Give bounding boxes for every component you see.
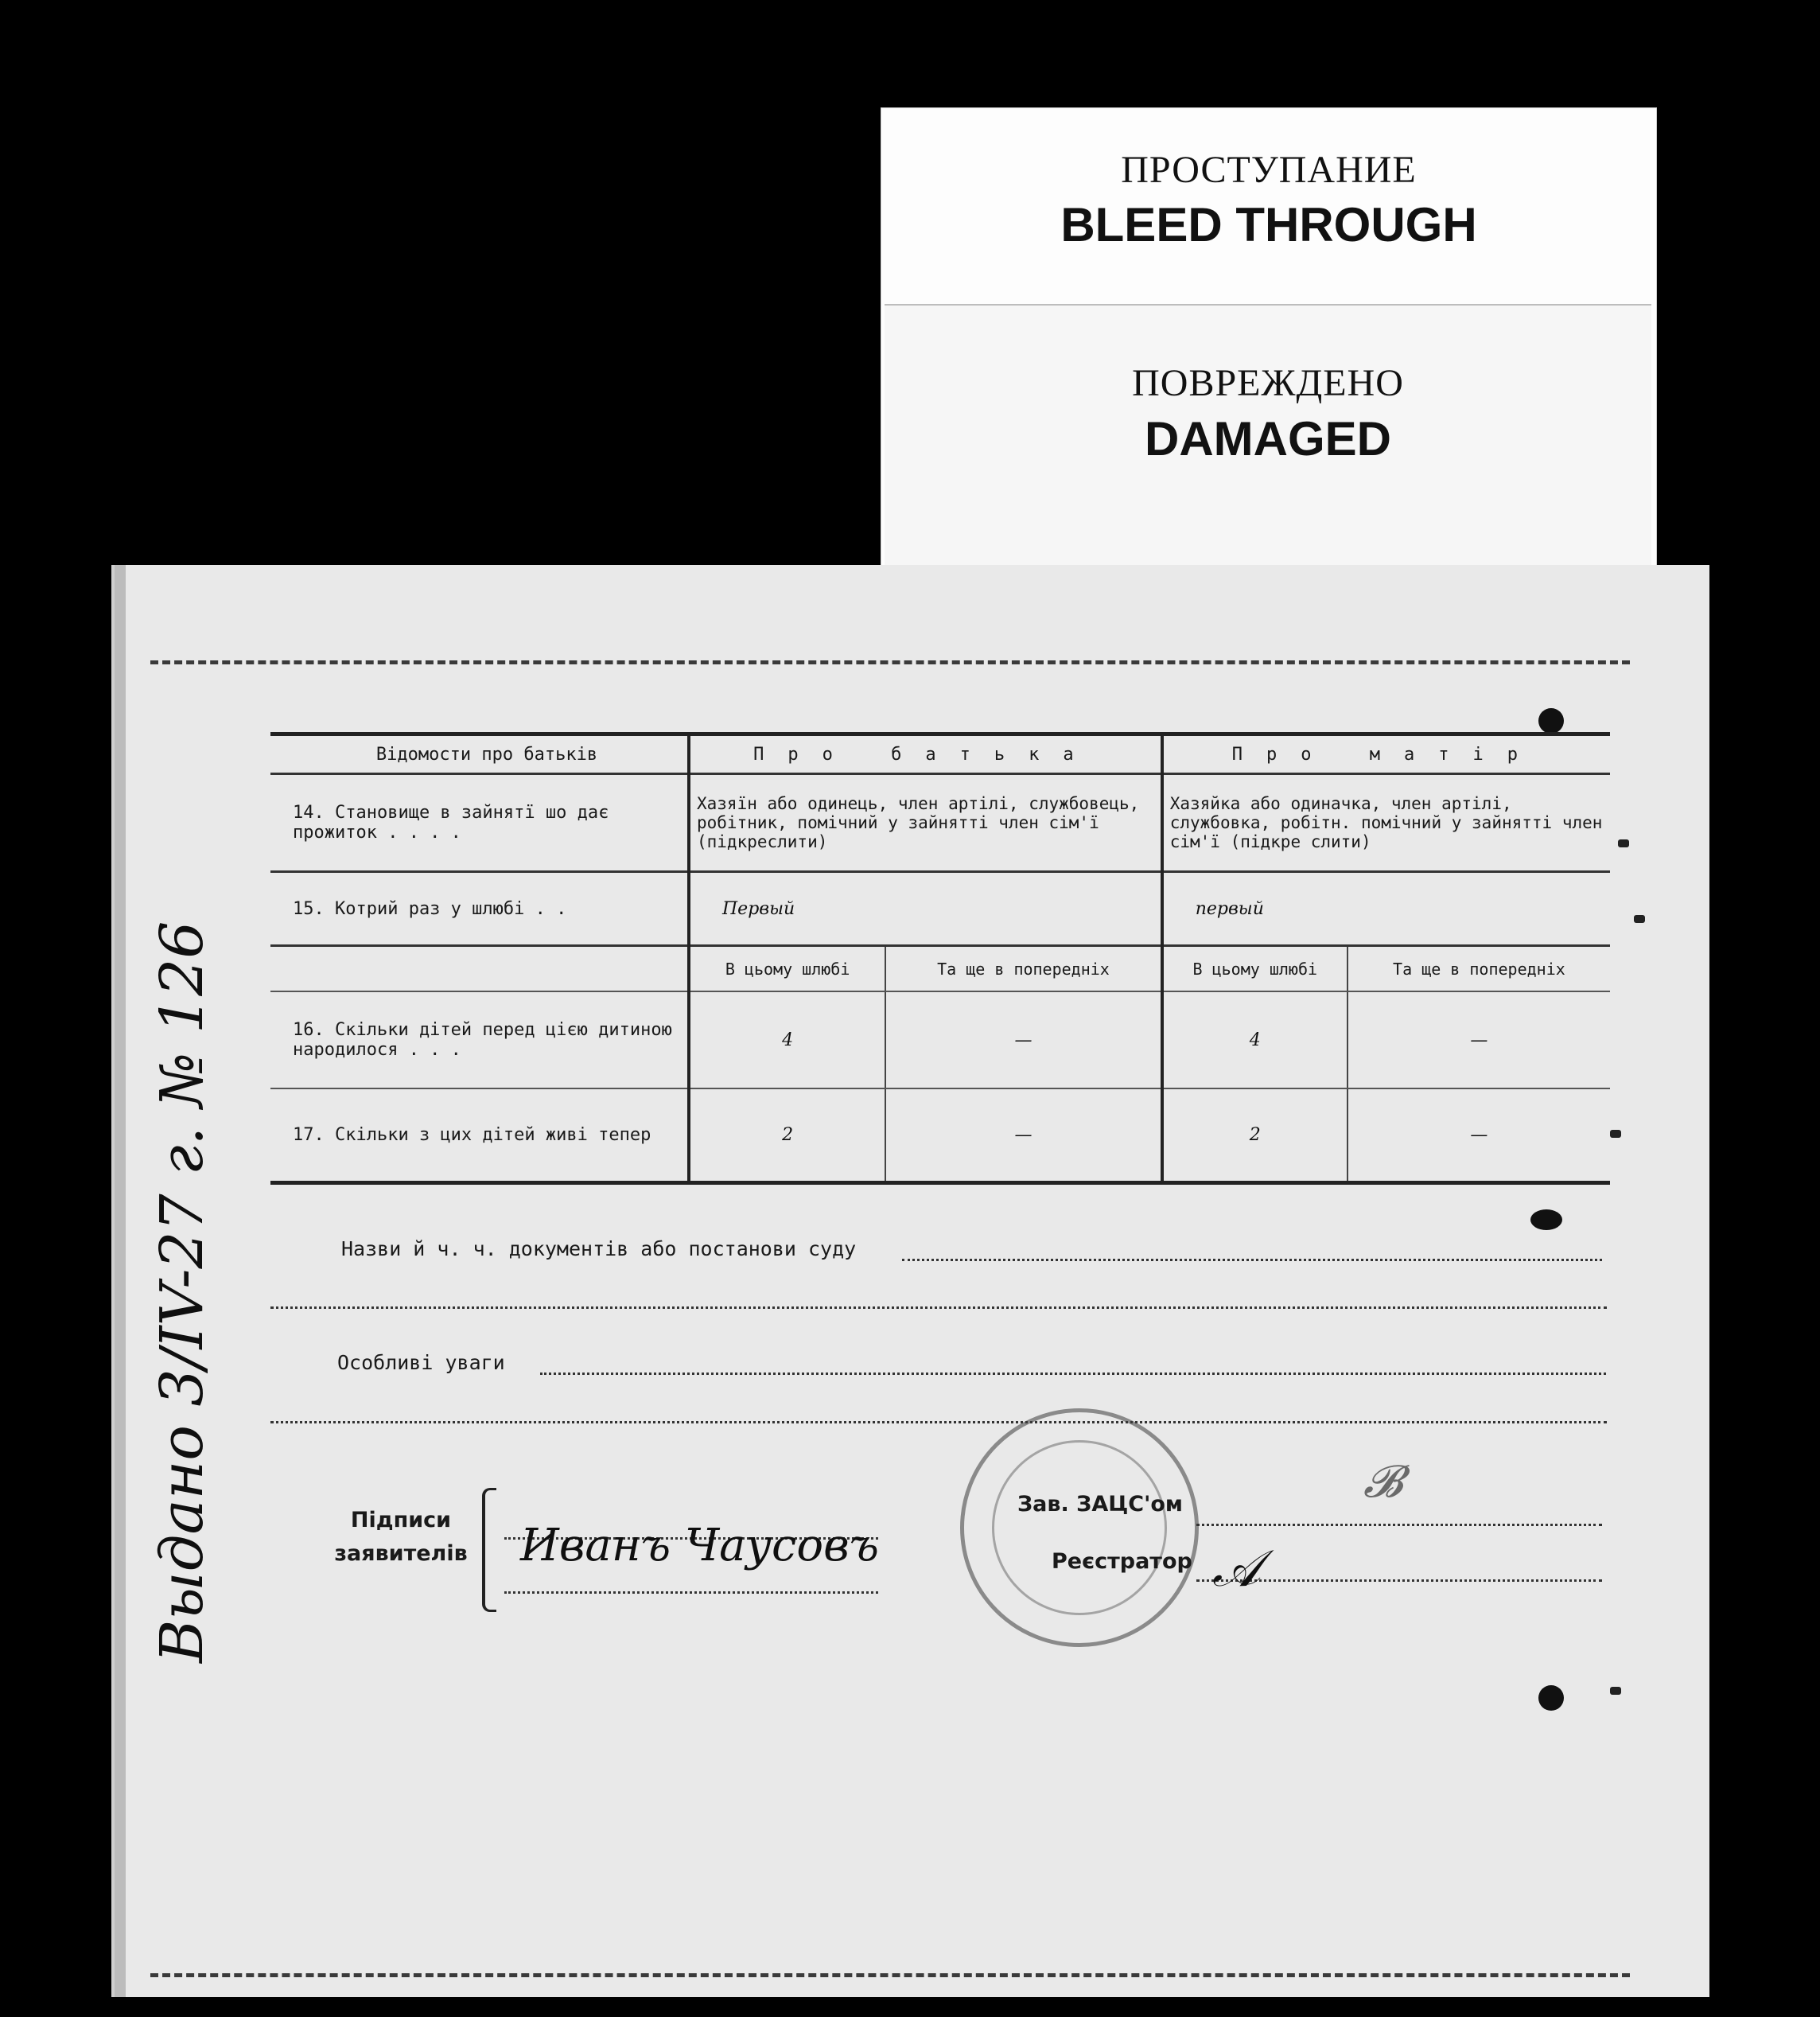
row17-father-prev: — bbox=[885, 1088, 1161, 1183]
row16-label: 16. Скільки дітей перед цією дитиною народилося . . . bbox=[270, 991, 689, 1088]
row16-father-this: 4 bbox=[689, 991, 885, 1088]
subheader-father-this: В цьому шлюбі bbox=[689, 946, 885, 992]
punch-hole bbox=[1538, 708, 1564, 734]
damaged-label-en: DAMAGED bbox=[1145, 412, 1391, 465]
row15-mother-value: первый bbox=[1162, 872, 1610, 946]
row14-mother-options: Хазяйка або одиначка, член артілі, службовка, робітн. помічний у зайнятті член сім'ї (підкре слити) bbox=[1162, 774, 1610, 872]
header-father: Про батька bbox=[689, 734, 1162, 774]
subheader-mother-prev: Та ще в попередніх bbox=[1348, 946, 1610, 992]
row-occupation bbox=[270, 774, 1610, 872]
row16-father-prev: — bbox=[885, 991, 1161, 1088]
header-parents-info: Відомости про батьків bbox=[270, 734, 689, 774]
subheader-blank bbox=[270, 946, 689, 992]
row17-mother-this: 2 bbox=[1162, 1088, 1348, 1183]
signature-brace bbox=[482, 1488, 496, 1612]
punch-hole bbox=[1530, 1209, 1562, 1230]
margin-issued-note: Выдано 3/IV-27 г. № 126 bbox=[148, 921, 216, 1663]
row15-label: 15. Котрий раз у шлюбі . . bbox=[270, 872, 689, 946]
damage-mark bbox=[1634, 915, 1645, 923]
row-children-born bbox=[270, 991, 1610, 1088]
notes-line-1 bbox=[540, 1373, 1606, 1375]
row16-mother-prev: — bbox=[1348, 991, 1610, 1088]
applicants-signatures-label: Підписи заявителів bbox=[334, 1508, 468, 1566]
registration-form bbox=[111, 565, 1709, 1997]
header-mother: Про матір bbox=[1162, 734, 1610, 774]
applicant-signature: Иванъ Чаусовъ bbox=[520, 1520, 879, 1571]
row17-label: 17. Скільки з цих дітей живі тепер bbox=[270, 1088, 689, 1183]
row-children-living bbox=[270, 1088, 1610, 1183]
punch-hole bbox=[1538, 1685, 1564, 1711]
perforation-top bbox=[150, 660, 1630, 664]
subheader-father-prev: Та ще в попередніх bbox=[885, 946, 1161, 992]
registrar-signature: 𝒜 bbox=[1212, 1540, 1261, 1598]
signature-line-2 bbox=[504, 1591, 878, 1594]
page-edge bbox=[115, 565, 126, 1997]
documents-line-2 bbox=[270, 1306, 1607, 1309]
damaged-label-ru: ПОВРЕЖДЕНО bbox=[1132, 362, 1404, 404]
official-seal-inner bbox=[992, 1440, 1167, 1615]
notes-label: Особливі уваги bbox=[337, 1351, 505, 1374]
row-subheader bbox=[270, 946, 1610, 992]
row15-father-value: Первый bbox=[689, 872, 1162, 946]
row14-label: 14. Становище в зайнятї шо дає прожиток . . . . bbox=[270, 774, 689, 872]
row16-mother-this: 4 bbox=[1162, 991, 1348, 1088]
documents-label: Назви й ч. ч. документів або постанови суду bbox=[341, 1237, 857, 1260]
head-signature: 𝓑 bbox=[1363, 1456, 1403, 1508]
row14-father-options: Хазяїн або одинець, член артілі, службовець, робітник, помічний у зайнятті член сім'ї (підкреслити) bbox=[689, 774, 1162, 872]
notes-line-2 bbox=[270, 1421, 1607, 1423]
row17-father-this: 2 bbox=[689, 1088, 885, 1183]
row-marriage-number bbox=[270, 872, 1610, 946]
notice-card-fold bbox=[885, 304, 1651, 567]
head-signature-line bbox=[1196, 1524, 1602, 1526]
registrar-label: Реєстратор bbox=[1052, 1549, 1192, 1574]
perforation-bottom bbox=[150, 1973, 1630, 1977]
row17-mother-prev: — bbox=[1348, 1088, 1610, 1183]
damage-mark bbox=[1610, 1130, 1621, 1138]
bleed-through-label-en: BLEED THROUGH bbox=[1060, 198, 1477, 251]
subheader-mother-this: В цьому шлюбі bbox=[1162, 946, 1348, 992]
head-of-registry-label: Зав. ЗАЦС'ом bbox=[1017, 1492, 1183, 1517]
parents-info-table bbox=[270, 732, 1610, 1185]
table-header-row bbox=[270, 734, 1610, 774]
damage-mark bbox=[1610, 1687, 1621, 1695]
bleed-through-label-ru: ПРОСТУПАНИЕ bbox=[1121, 149, 1417, 191]
documents-line-1 bbox=[902, 1259, 1602, 1261]
damage-mark bbox=[1618, 839, 1629, 847]
